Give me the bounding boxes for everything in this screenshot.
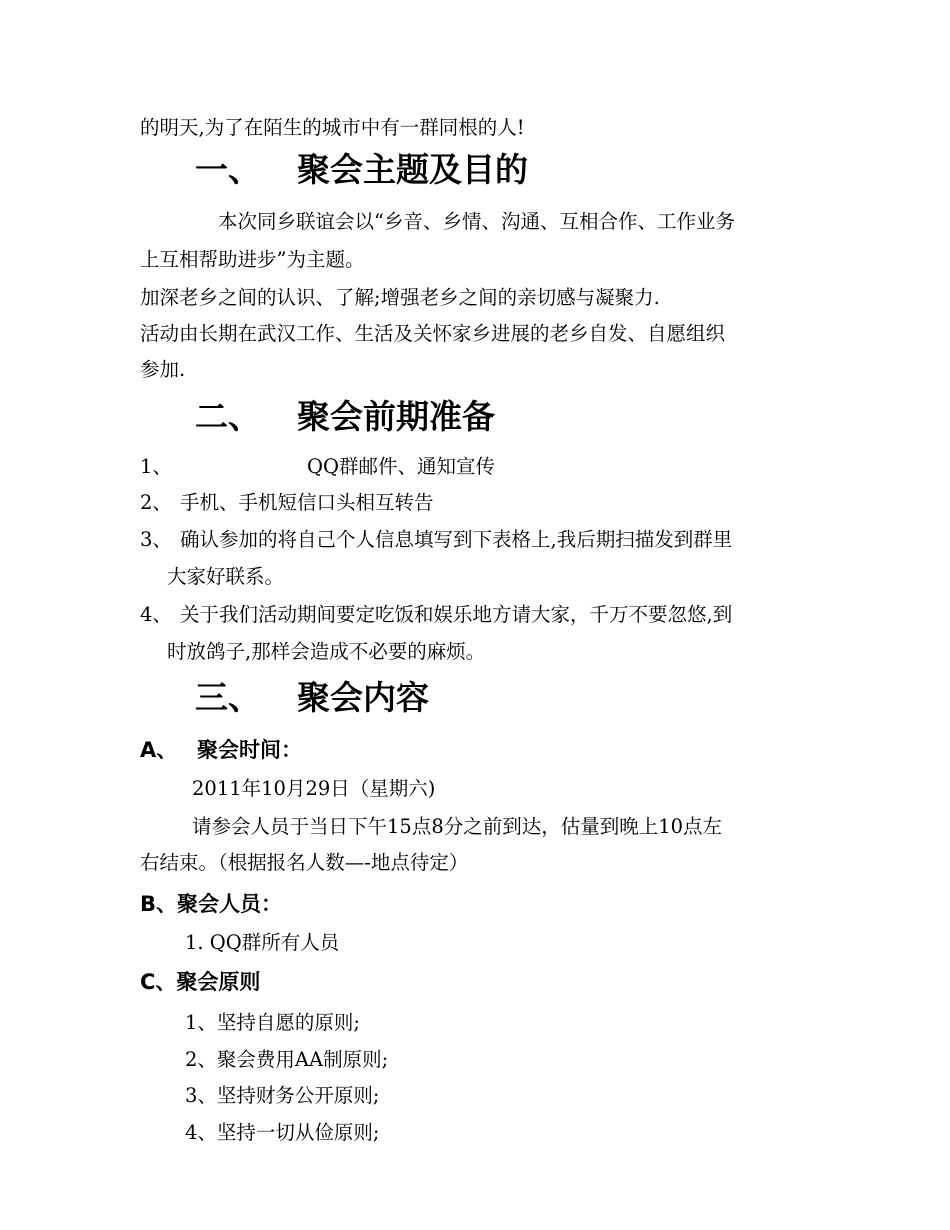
principle-item: 4、坚持一切从俭原则; [185,1121,380,1144]
section1-p3-line2: 参加. [140,358,186,381]
list-item-continuation: 大家好联系。 [167,565,285,588]
subsection-a-label: A、 [140,738,178,762]
section2-number: 二、 [195,397,261,436]
list-item-text: 确认参加的将自己个人信息填写到下表格上,我后期扫描发到群里 [180,528,733,551]
list-item-text: QQ群邮件、通知宣传 [307,455,495,478]
list-item-number: 3、 [140,528,172,551]
list-item-number: 1、 [140,455,172,478]
section1-p1-line2: 上互相帮助进步”为主题。 [140,248,365,271]
intro-tail: 的明天,为了在陌生的城市中有一群同根的人! [140,116,525,139]
section2-title: 聚会前期准备 [297,397,495,436]
list-item-number: 4、 [140,603,172,626]
principle-item: 1、坚持自愿的原则; [185,1011,360,1034]
attendees-item: 1. QQ群所有人员 [185,931,340,954]
subsection-b-title: B、聚会人员： [140,892,283,916]
subsection-a-title: 聚会时间： [197,738,302,762]
principle-item: 2、聚会费用AA制原则; [185,1048,389,1071]
section3-number: 三、 [195,678,261,717]
principle-item: 3、坚持财务公开原则; [185,1084,380,1107]
section1-p3-line1: 活动由长期在武汉工作、生活及关怀家乡进展的老乡自发、自愿组织 [140,322,726,345]
meeting-date: 2011年10月29日（星期六) [192,777,436,800]
section1-number: 一、 [195,150,261,189]
list-item-number: 2、 [140,491,172,514]
meeting-detail-line1: 请参会人员于当日下午15点8分之前到达，估量到晚上10点左 [192,815,723,838]
meeting-detail-line2: 右结束。（根据报名人数—-地点待定） [140,851,469,874]
list-item-text: 关于我们活动期间要定吃饭和娱乐地方请大家，千万不要忽悠,到 [180,603,733,626]
list-item-text: 手机、手机短信口头相互转告 [180,491,434,514]
list-item-continuation: 时放鸽子,那样会造成不必要的麻烦。 [167,640,486,663]
section1-title: 聚会主题及目的 [297,150,528,189]
section1-p2: 加深老乡之间的认识、了解;增强老乡之间的亲切感与凝聚力. [140,286,660,309]
subsection-c-title: C、聚会原则 [140,970,261,994]
section3-title: 聚会内容 [297,678,429,717]
section1-p1-line1: 本次同乡联谊会以“乡音、乡情、沟通、互相合作、工作业务 [218,210,735,233]
